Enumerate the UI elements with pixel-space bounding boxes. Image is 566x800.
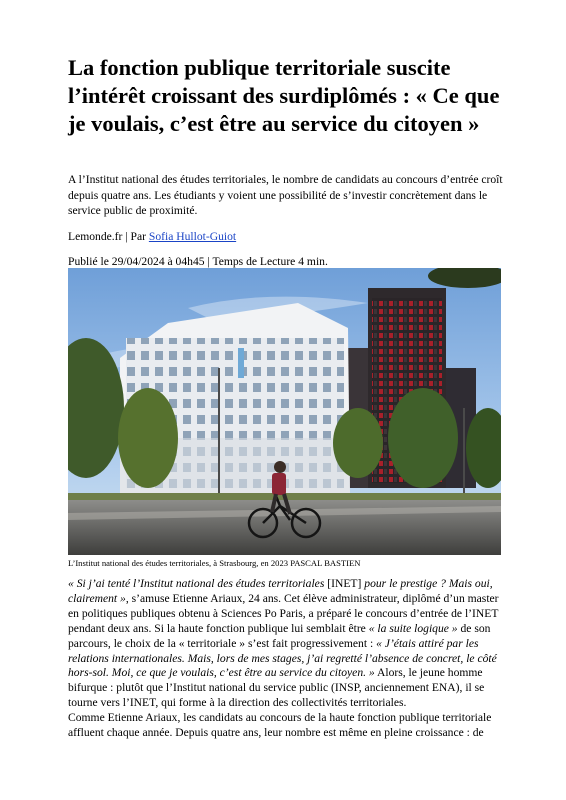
text-2: , s’amuse Etienne Ariaux, 24 ans. Cet élève administrateur, diplômé d’un master en politiques publiques obtenu à Sciences Po Paris, a préparé le concours d’entrée de l’INET pendant deux ans. Si la haute fonction publique lui semblait être [68,591,499,635]
text-1: [INET] [327,577,365,590]
article-title: La fonction publique territoriale suscite l’intérêt croissant des surdiplômés : « Ce que je voulais, c’est être au service du citoyen » [68,55,500,136]
byline [68,229,508,244]
author-link[interactable]: Sofia Hullot-Guiot [148,230,237,243]
quote-4: « J’étais attiré par les relations internationales. Mais, lors de mes stages, j’ai regretté l’absence de concret, le côté hors-sol. Moi, ce que je voulais, c’est être au service du citoyen. » [68,636,497,680]
text-4: Alors, le jeune homme bifurque : plutôt que l’Institut national du service public (INSP, anciennement ENA), il se tourne vers l’INET, qui forme à la direction des collectivités territoriales. [68,666,485,710]
body-paragraph-1 [68,577,508,711]
text-3: de son parcours, le choix de la « territoriale » s’est fait progressivement : [68,621,491,650]
body-paragraph-2: Comme Etienne Ariaux, les candidats au concours de la haute fonction publique territoriale affluent chaque année. Depuis quatre ans, leur nombre est même en pleine croissance : de [68,711,492,739]
quote-3: « la suite logique » [368,621,458,635]
article-photo [68,268,501,555]
photo-caption: L’Institut national des études territoriales, à Strasbourg, en 2023 PASCAL BASTIEN [68,558,361,568]
publication-info: Publié le 29/04/2024 à 04h45 | Temps de Lecture 4 min. [68,255,328,268]
article-lead: A l’Institut national des études territoriales, le nombre de candidats au concours d’entrée croît depuis quatre ans. Les étudiants y voient une possibilité de s’investir concrètement dans le service public de proximité. [68,173,503,217]
quote-1: « Si j’ai tenté l’Institut national des études territoriales [68,577,328,590]
byline-source: Lemonde.fr | Par [68,230,149,243]
quote-2: pour le prestige ? Mais oui, clairement » [68,577,493,605]
